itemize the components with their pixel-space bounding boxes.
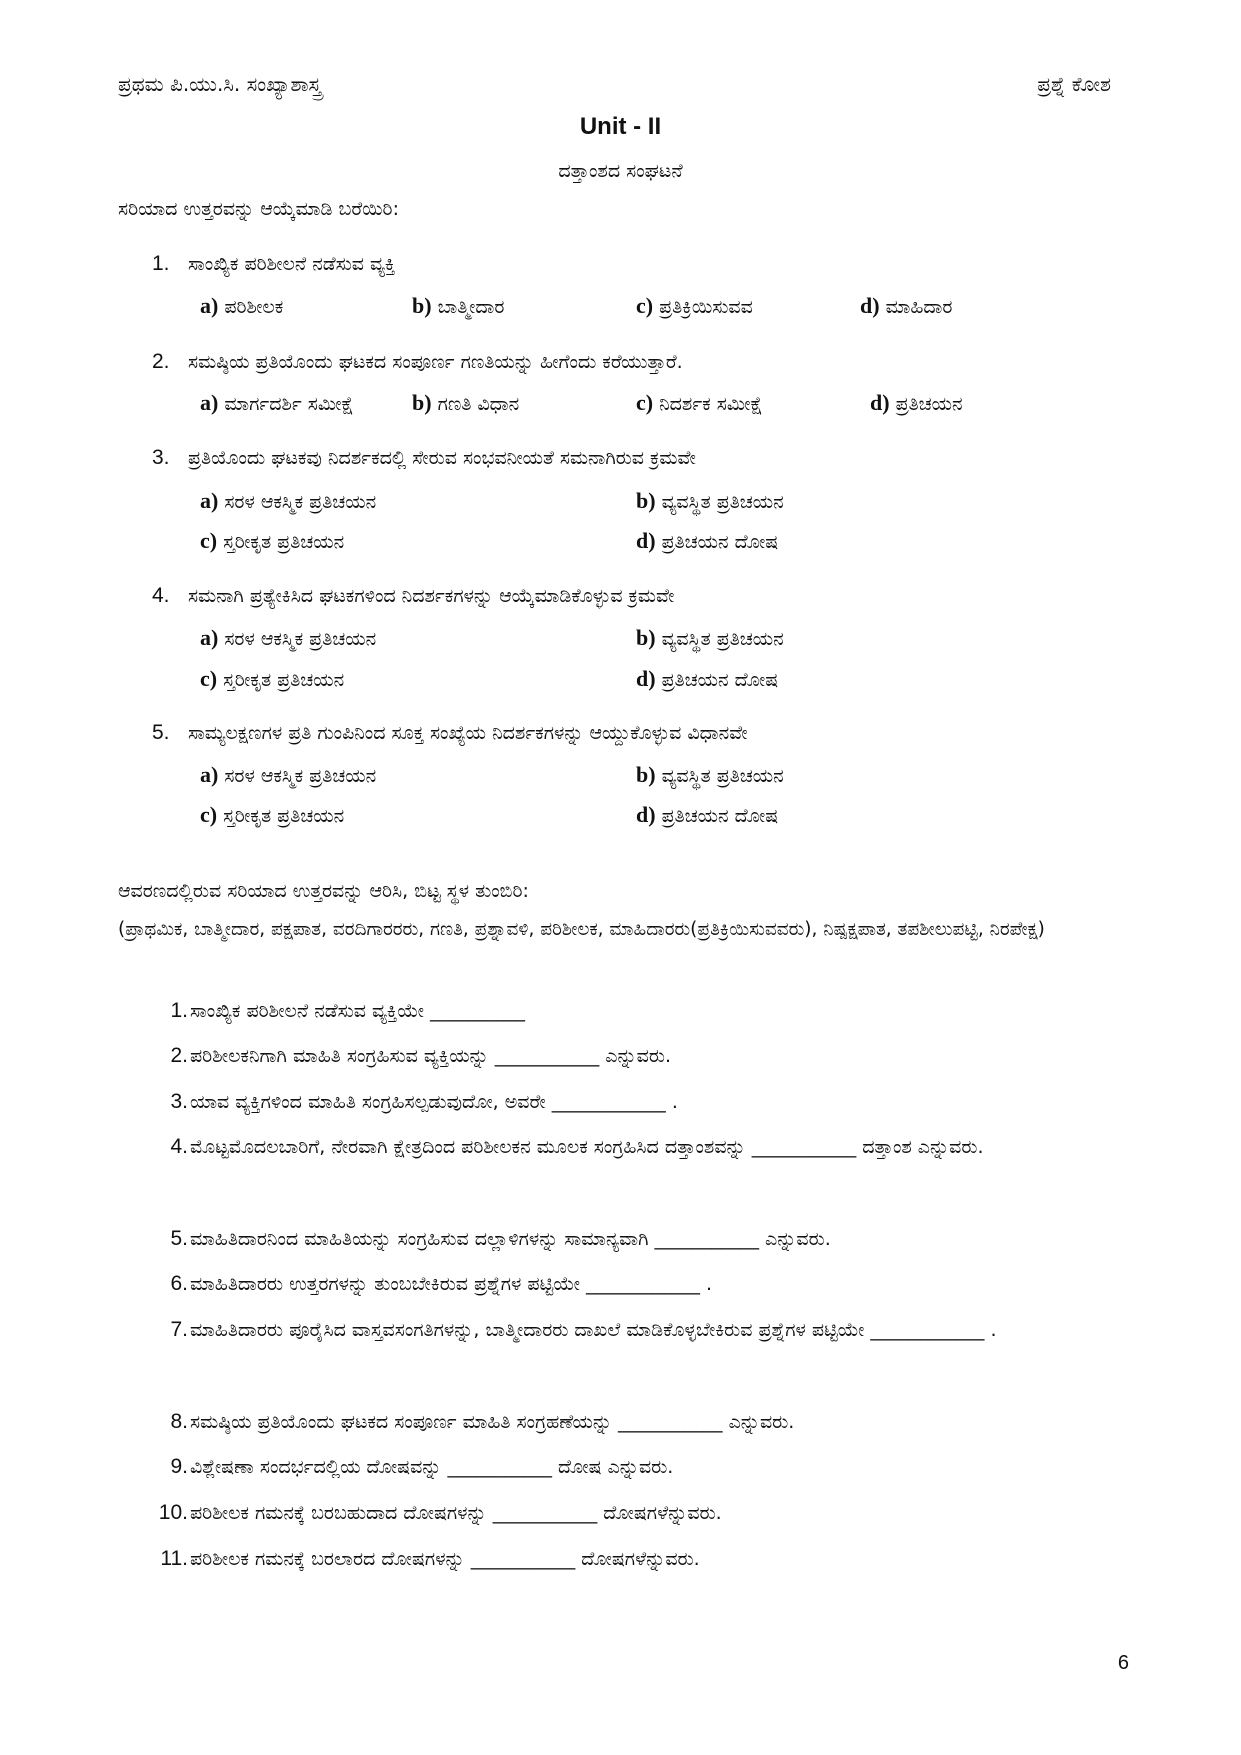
- fill-question: 10. ಪರಿಶೀಲಕ ಗಮನಕ್ಕೆ ಬರಬಹುದಾದ ದೋಷಗಳನ್ನು ___________ ದೋಷಗಳೆನ್ನುವರು.: [158, 1501, 722, 1524]
- question-text: ಸಮನಾಗಿ ಪ್ರತ್ಯೇಕಿಸಿದ ಘಟಕಗಳಿಂದ ನಿದರ್ಶಕಗಳನ್ನು ಆಯ್ಕೆಮಾಡಿಕೊಳ್ಳುವ ಕ್ರಮವೇ: [188, 585, 675, 607]
- mcq-option: b) ಬಾತ್ಮೀದಾರ: [412, 293, 505, 318]
- question-number: 2.: [152, 350, 170, 373]
- mcq-option: d) ಪ್ರತಿಚಯನ ದೋಷ: [636, 802, 779, 827]
- unit-title: Unit - II: [579, 113, 662, 140]
- fill-question: 2. ಪರಿಶೀಲಕನಿಗಾಗಿ ಮಾಹಿತಿ ಸಂಗ್ರಹಿಸುವ ವ್ಯಕ್ತಿಯನ್ನು ___________ ಎನ್ನುವರು.: [170, 1044, 672, 1067]
- mcq-option: b) ವ್ಯವಸ್ಥಿತ ಪ್ರತಿಚಯನ: [636, 762, 784, 787]
- fill-question: 11. ಪರಿಶೀಲಕ ಗಮನಕ್ಕೆ ಬರಲಾರದ ದೋಷಗಳನ್ನು ___________ ದೋಷಗಳೆನ್ನುವರು.: [160, 1547, 700, 1570]
- mcq-option: b) ವ್ಯವಸ್ಥಿತ ಪ್ರತಿಚಯನ: [636, 625, 784, 650]
- question-text: ಪ್ರತಿಯೊಂದು ಘಟಕವು ನಿದರ್ಶಕದಲ್ಲಿ ಸೇರುವ ಸಂಭವನೀಯತೆ ಸಮನಾಗಿರುವ ಕ್ರಮವೇ: [188, 447, 696, 469]
- mcq-option: d) ಪ್ರತಿಚಯನ: [870, 390, 963, 415]
- mcq-question: [152, 350, 683, 374]
- mcq-option: c) ನಿದರ್ಶಕ ಸಮೀಕ್ಷೆ: [636, 390, 763, 415]
- mcq-option: d) ಮಾಹಿದಾರ: [860, 293, 953, 318]
- question-number: 3.: [152, 446, 170, 469]
- mcq-heading: ಸರಿಯಾದ ಉತ್ತರವನ್ನು ಆಯ್ಕೆಮಾಡಿ ಬರೆಯಿರಿ:: [118, 198, 399, 220]
- mcq-option: a) ಸರಳ ಆಕಸ್ಮಿಕ ಪ್ರತಿಚಯನ: [200, 625, 377, 650]
- fill-question: 5. ಮಾಹಿತಿದಾರನಿಂದ ಮಾಹಿತಿಯನ್ನು ಸಂಗ್ರಹಿಸುವ ದಲ್ಲಾಳಿಗಳನ್ನು ಸಾಮಾನ್ಯವಾಗಿ ___________ ಎನ್ನುವರು.: [170, 1227, 831, 1250]
- fill-question: 3. ಯಾವ ವ್ಯಕ್ತಿಗಳಿಂದ ಮಾಹಿತಿ ಸಂಗ್ರಹಿಸಲ್ಪಡುವುದೋ, ಅವರೇ ____________ .: [170, 1090, 678, 1113]
- mcq-option: d) ಪ್ರತಿಚಯನ ದೋಷ: [636, 528, 779, 553]
- page-number: 6: [1117, 1652, 1129, 1674]
- fill-question: 7. ಮಾಹಿತಿದಾರರು ಪೂರೈಸಿದ ವಾಸ್ತವಸಂಗತಿಗಳನ್ನು, ಬಾತ್ಮೀದಾರರು ದಾಖಲೆ ಮಾಡಿಕೊಳ್ಳಬೇಕಿರುವ ಪ್ರಶ್ನೆಗಳ ಪಟ್ಟಿಯೇ ____________ .: [170, 1318, 997, 1341]
- fill-question: 9. ವಿಶ್ಲೇಷಣಾ ಸಂದರ್ಭದಲ್ಲಿಯ ದೋಷವನ್ನು ___________ ದೋಷ ಎನ್ನುವರು.: [170, 1455, 674, 1478]
- mcq-question: [152, 446, 696, 470]
- fill-question: 6. ಮಾಹಿತಿದಾರರು ಉತ್ತರಗಳನ್ನು ತುಂಬಬೇಕಿರುವ ಪ್ರಶ್ನೆಗಳ ಪಟ್ಟಿಯೇ ____________ .: [170, 1272, 713, 1295]
- question-number: 1.: [152, 252, 170, 275]
- word-bank: (ಪ್ರಾಥಮಿಕ, ಬಾತ್ಮೀದಾರ, ಪಕ್ಷಪಾತ, ವರದಿಗಾರರರು, ಗಣತಿ, ಪ್ರಶ್ನಾವಳಿ, ಪರಿಶೀಲಕ, ಮಾಹಿದಾರರು(ಪ್ರತಿಕ್ರಿಯಿಸುವವರು), ನಿಷ್ಪಕ್ಷಪಾತ, ತಪಶೀಲುಪಟ್ಟಿ, ನಿರಪೇಕ್ಷ): [118, 919, 1045, 940]
- fill-heading: ಆವರಣದಲ್ಲಿರುವ ಸರಿಯಾದ ಉತ್ತರವನ್ನು ಆರಿಸಿ, ಬಿಟ್ಟ ಸ್ಥಳ ತುಂಬಿರಿ:: [118, 880, 529, 902]
- question-number: 5.: [152, 721, 170, 744]
- header-left: ಪ್ರಥಮ ಪಿ.ಯು.ಸಿ. ಸಂಖ್ಯಾಶಾಸ್ತ್ರ: [118, 72, 322, 96]
- mcq-option: a) ಸರಳ ಆಕಸ್ಮಿಕ ಪ್ರತಿಚಯನ: [200, 762, 377, 787]
- mcq-option: b) ಗಣತಿ ವಿಧಾನ: [412, 390, 520, 415]
- fill-question: 4. ಮೊಟ್ಟಮೊದಲಬಾರಿಗೆ, ನೇರವಾಗಿ ಕ್ಷೇತ್ರದಿಂದ ಪರಿಶೀಲಕನ ಮೂಲಕ ಸಂಗ್ರಹಿಸಿದ ದತ್ತಾಂಶವನ್ನು ___________ ದತ್ತಾಂಶ ಎನ್ನುವರು.: [170, 1135, 984, 1158]
- mcq-option: a) ಪರಿಶೀಲಕ: [200, 293, 284, 318]
- question-text: ಸಮಷ್ಠಿಯ ಪ್ರತಿಯೊಂದು ಘಟಕದ ಸಂಪೂರ್ಣ ಗಣತಿಯನ್ನು ಹೀಗೆಂದು ಕರೆಯುತ್ತಾರೆ.: [188, 351, 683, 373]
- question-text: ಸಾಂಖ್ಯಿಕ ಪರಿಶೀಲನೆ ನಡೆಸುವ ವ್ಯಕ್ತಿ: [188, 253, 396, 275]
- mcq-question: [152, 721, 748, 745]
- chapter-title: ದತ್ತಾಂಶದ ಸಂಘಟನೆ: [558, 160, 683, 182]
- mcq-option: c) ಸ್ತರೀಕೃತ ಪ್ರತಿಚಯನ: [200, 528, 345, 553]
- header-right: ಪ್ರಶ್ನೆ ಕೋಶ: [1037, 72, 1111, 96]
- question-number: 4.: [152, 584, 170, 607]
- fill-question: 1. ಸಾಂಖ್ಯಿಕ ಪರಿಶೀಲನೆ ನಡೆಸುವ ವ್ಯಕ್ತಿಯೇ __________: [170, 999, 525, 1022]
- mcq-question: [152, 252, 395, 276]
- mcq-option: c) ಪ್ರತಿಕ್ರಿಯಿಸುವವ: [636, 293, 753, 318]
- mcq-option: c) ಸ್ತರೀಕೃತ ಪ್ರತಿಚಯನ: [200, 802, 345, 827]
- mcq-option: c) ಸ್ತರೀಕೃತ ಪ್ರತಿಚಯನ: [200, 666, 345, 691]
- mcq-option: a) ಮಾರ್ಗದರ್ಶಿ ಸಮೀಕ್ಷೆ: [200, 390, 354, 415]
- question-text: ಸಾಮ್ಯಲಕ್ಷಣಗಳ ಪ್ರತಿ ಗುಂಪಿನಿಂದ ಸೂಕ್ತ ಸಂಖ್ಯೆಯ ನಿದರ್ಶಕಗಳನ್ನು ಆಯ್ದುಕೊಳ್ಳುವ ವಿಧಾನವೇ: [188, 722, 748, 744]
- mcq-question: [152, 584, 674, 608]
- mcq-option: b) ವ್ಯವಸ್ಥಿತ ಪ್ರತಿಚಯನ: [636, 488, 784, 513]
- mcq-option: a) ಸರಳ ಆಕಸ್ಮಿಕ ಪ್ರತಿಚಯನ: [200, 488, 377, 513]
- fill-question: 8. ಸಮಷ್ಠಿಯ ಪ್ರತಿಯೊಂದು ಘಟಕದ ಸಂಪೂರ್ಣ ಮಾಹಿತಿ ಸಂಗ್ರಹಣೆಯನ್ನು ___________ ಎನ್ನುವರು.: [170, 1410, 795, 1433]
- mcq-option: d) ಪ್ರತಿಚಯನ ದೋಷ: [636, 666, 779, 691]
